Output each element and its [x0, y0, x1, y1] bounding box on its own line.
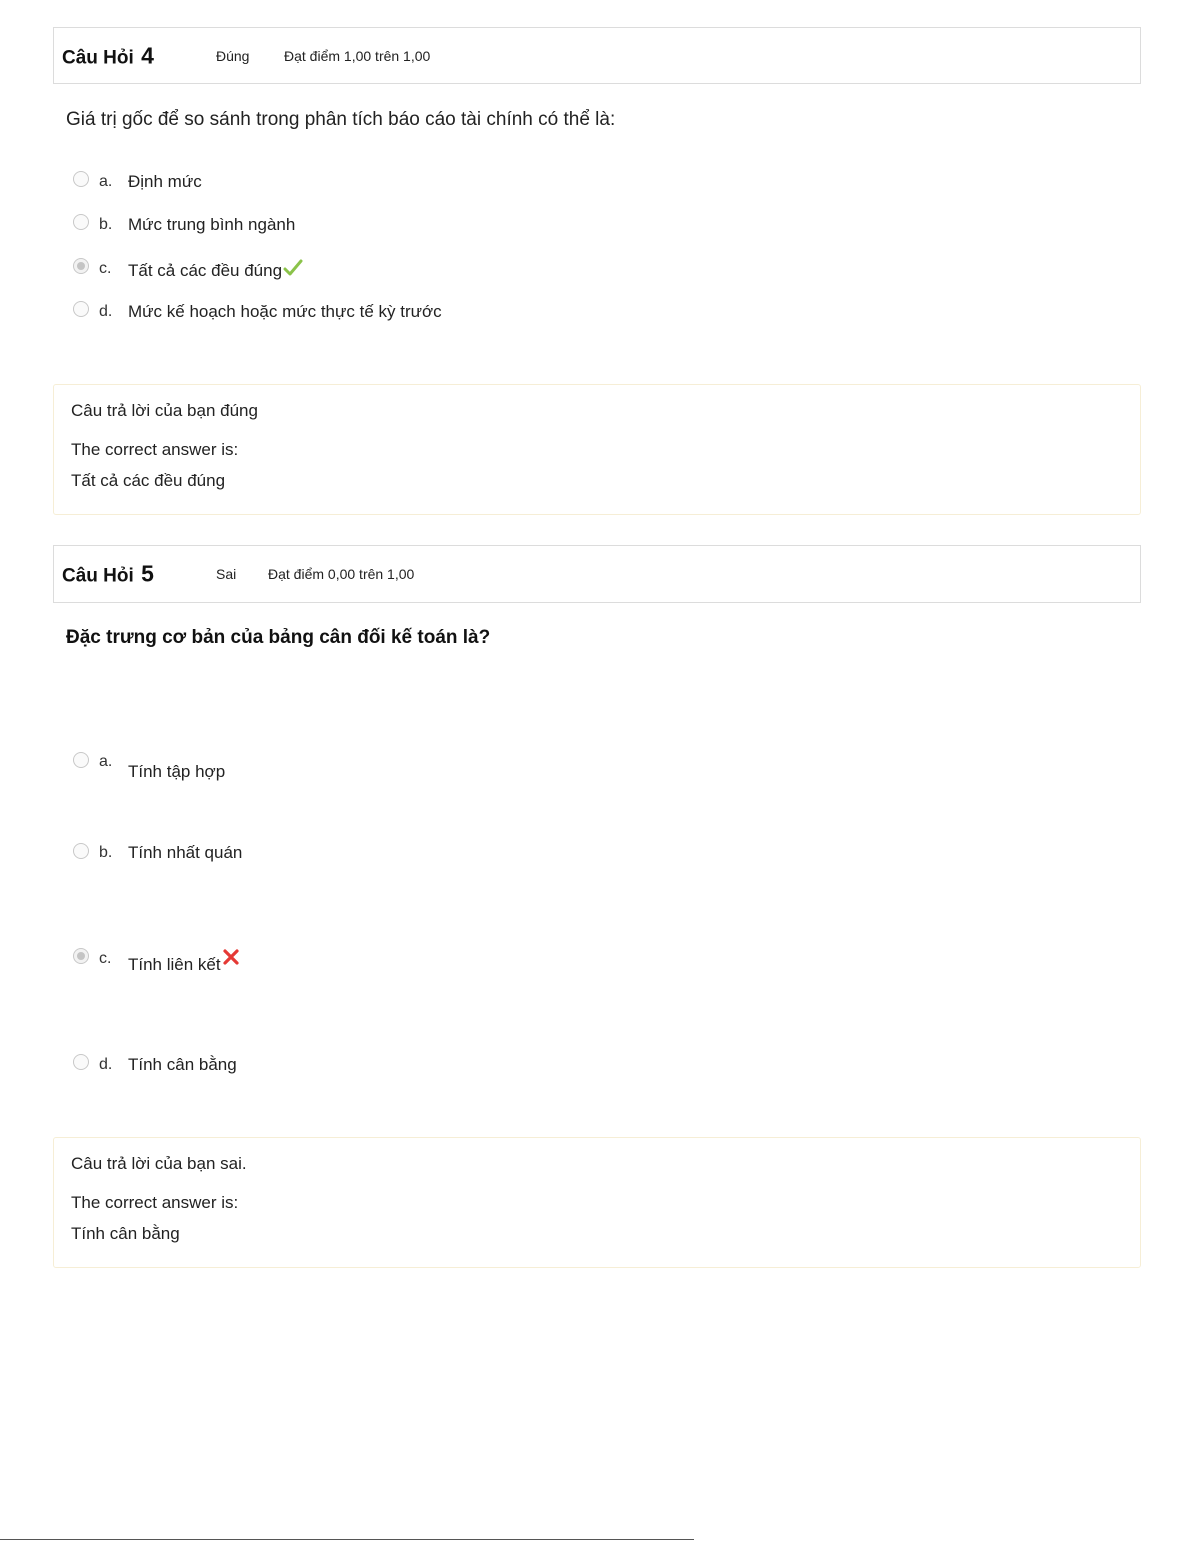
option-letter: a.: [99, 753, 113, 770]
correct-answer-label: The correct answer is:: [71, 440, 239, 459]
option-text: Tính liên kết: [128, 955, 221, 974]
option-letter: d.: [99, 303, 113, 320]
question-4-feedback: [53, 384, 1141, 515]
option-letter: c.: [99, 260, 112, 277]
question-5-option-a[interactable]: [73, 752, 573, 781]
radio-button[interactable]: [73, 752, 89, 768]
question-label: Câu Hỏi: [62, 47, 134, 68]
correct-answer-text: Tất cả các đều đúng: [71, 471, 226, 490]
option-letter: b.: [99, 216, 113, 233]
question-5-feedback: [53, 1137, 1141, 1268]
option-text: Tính cân bằng: [128, 1055, 237, 1074]
option-text: Mức kế hoạch hoặc mức thực tế kỳ trước: [128, 302, 442, 321]
option-text: Mức trung bình ngành: [128, 215, 296, 234]
page-bottom-divider: [0, 1539, 694, 1540]
radio-button[interactable]: [73, 1054, 89, 1070]
question-state: Đúng: [216, 47, 250, 64]
radio-button[interactable]: [73, 843, 89, 859]
question-4-option-d[interactable]: [73, 301, 573, 325]
question-4-title: [62, 42, 154, 69]
option-text: Tính tập hợp: [128, 762, 226, 781]
option-text: Định mức: [128, 172, 202, 191]
question-4-option-c[interactable]: [73, 258, 573, 282]
question-4-option-a[interactable]: [73, 171, 573, 195]
correct-answer-label: The correct answer is:: [71, 1193, 239, 1212]
question-state: Sai: [216, 566, 237, 582]
question-5-header: [53, 545, 1141, 603]
radio-button[interactable]: [73, 171, 89, 187]
option-text: Tất cả các đều đúng: [128, 261, 283, 280]
question-grade: Đạt điểm 1,00 trên 1,00: [284, 47, 431, 64]
question-4-header: [53, 27, 1141, 84]
feedback-result: Câu trả lời của bạn đúng: [71, 401, 258, 420]
option-text: Tính nhất quán: [128, 843, 243, 862]
question-5-option-b[interactable]: [73, 843, 573, 867]
feedback-result: Câu trả lời của bạn sai.: [71, 1154, 247, 1173]
option-letter: c.: [99, 950, 112, 967]
radio-button[interactable]: [73, 214, 89, 230]
option-letter: a.: [99, 173, 113, 190]
cross-icon: [222, 948, 240, 971]
check-icon: [283, 258, 303, 283]
radio-button-selected[interactable]: [73, 258, 89, 274]
correct-answer-text: Tính cân bằng: [71, 1224, 180, 1243]
question-5-text: Đặc trưng cơ bản của bảng cân đối kế toán là?: [66, 627, 491, 648]
option-letter: d.: [99, 1056, 113, 1073]
question-grade: Đạt điểm 0,00 trên 1,00: [268, 566, 415, 582]
radio-button[interactable]: [73, 301, 89, 317]
question-5-option-d[interactable]: [73, 1054, 573, 1078]
question-4-text: Giá trị gốc để so sánh trong phân tích báo cáo tài chính có thể là:: [66, 109, 616, 130]
question-number: 5: [141, 560, 154, 587]
question-5-option-c[interactable]: [73, 948, 573, 972]
question-number: 4: [141, 42, 154, 68]
question-5-title: [62, 561, 154, 588]
option-letter: b.: [99, 844, 113, 861]
question-label: Câu Hỏi: [62, 565, 134, 587]
question-4-option-b[interactable]: [73, 214, 573, 238]
radio-button-selected[interactable]: [73, 948, 89, 964]
